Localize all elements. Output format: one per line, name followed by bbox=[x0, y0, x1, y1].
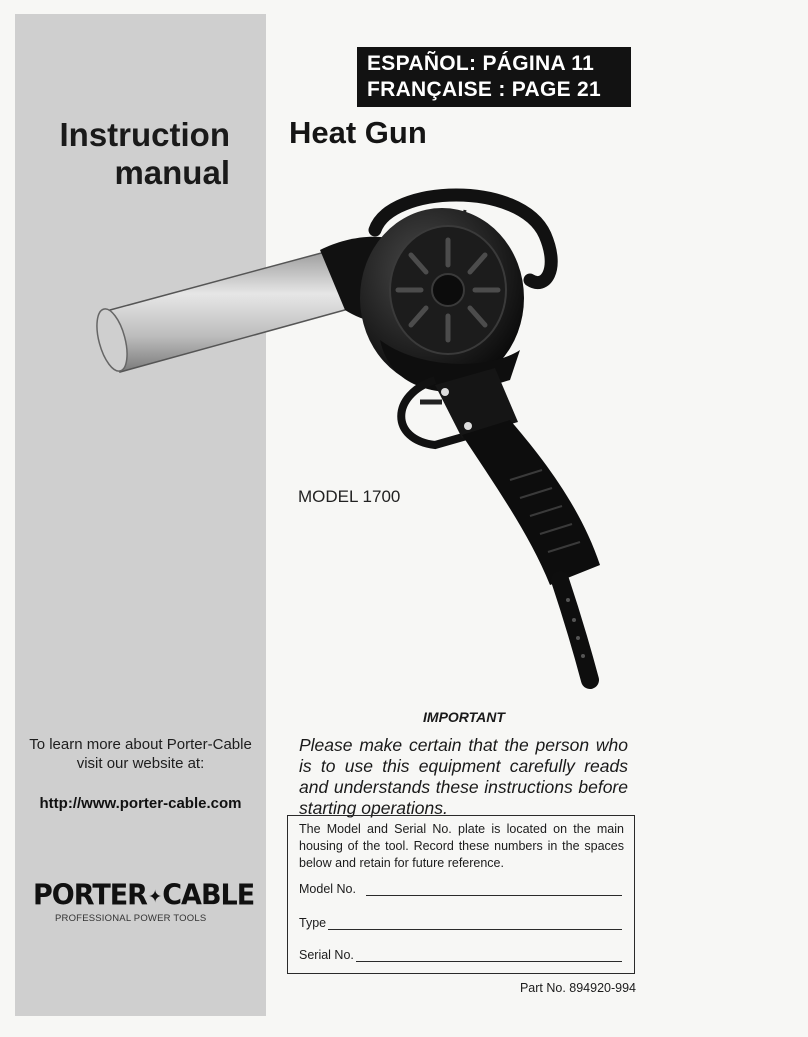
promo-line2: visit our website at: bbox=[76, 755, 205, 772]
promo-line1: To learn more about Porter-Cable bbox=[29, 736, 252, 753]
type-line[interactable] bbox=[328, 917, 622, 930]
manual-title-line2: manual bbox=[114, 154, 230, 191]
french-page-ref[interactable]: FRANÇAISE : PAGE 21 bbox=[367, 78, 602, 101]
porter-cable-logo bbox=[33, 879, 255, 924]
type-label: Type bbox=[299, 916, 327, 930]
serial-number-label: Serial No. bbox=[299, 948, 354, 962]
model-number-line[interactable] bbox=[366, 883, 622, 896]
type-field[interactable] bbox=[299, 916, 622, 930]
heat-gun-image bbox=[90, 180, 620, 695]
product-title: Heat Gun bbox=[289, 115, 427, 150]
serial-record-box bbox=[287, 815, 635, 974]
important-notice: Please make certain that the person who is to use this equipment carefully reads and understands these instructions before starting operations. bbox=[299, 735, 628, 818]
logo-star-icon: ✦ bbox=[147, 886, 162, 908]
part-number: Part No. 894920-994 bbox=[519, 981, 636, 995]
serial-number-line[interactable] bbox=[356, 949, 622, 962]
model-number-field[interactable] bbox=[299, 882, 622, 896]
manual-title-line1: Instruction bbox=[59, 116, 230, 153]
serial-number-field[interactable] bbox=[299, 948, 622, 962]
logo-word-right: CABLE bbox=[162, 879, 255, 912]
record-note: The Model and Serial No. plate is located on the main housing of the tool. Record these numbers in the spaces below and retain for future reference. bbox=[299, 822, 624, 870]
spanish-page-ref[interactable]: ESPAÑOL: PÁGINA 11 bbox=[367, 52, 595, 75]
logo-tagline: PROFESSIONAL POWER TOOLS bbox=[55, 912, 207, 924]
model-label: MODEL 1700 bbox=[298, 487, 401, 506]
important-heading: IMPORTANT bbox=[423, 709, 505, 725]
website-link[interactable]: http://www.porter-cable.com bbox=[39, 795, 242, 812]
model-number-label: Model No. bbox=[299, 882, 356, 896]
logo-word-left: PORTER bbox=[33, 879, 147, 912]
language-box bbox=[357, 47, 631, 107]
